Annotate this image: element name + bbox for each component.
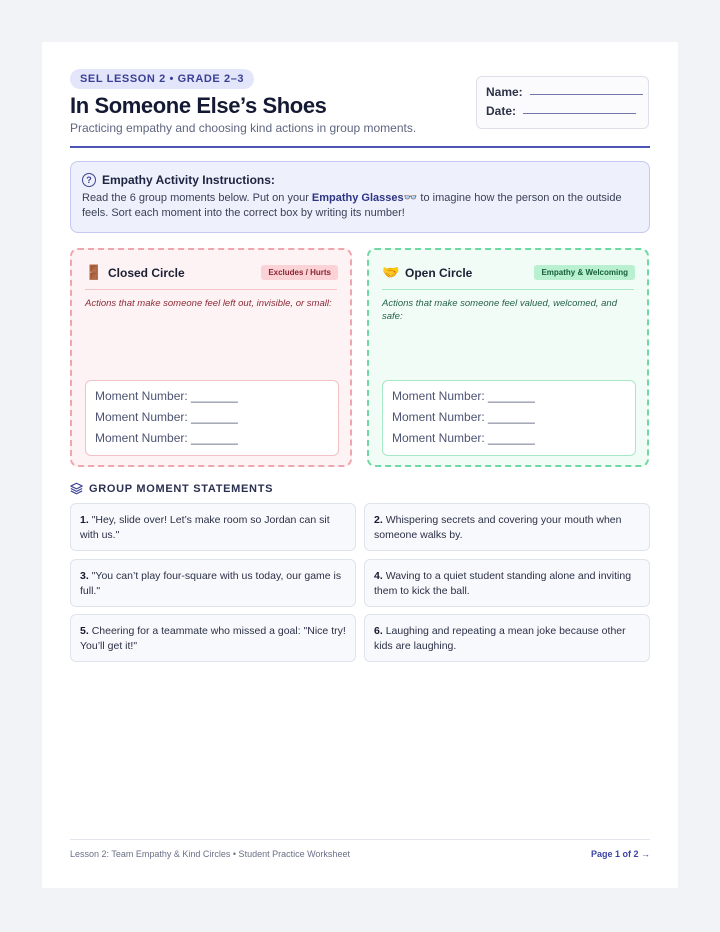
lesson-tag: SEL LESSON 2 • GRADE 2–3 <box>70 69 254 89</box>
closed-circle-box <box>70 248 352 467</box>
closed-circle-header <box>85 264 185 281</box>
instructions-text <box>82 191 642 221</box>
statement-number: 3. <box>80 570 89 582</box>
name-line[interactable] <box>530 94 643 95</box>
page-title: In Someone Else’s Shoes <box>70 93 327 118</box>
statement-card-6 <box>364 614 650 662</box>
open-circle-answer-box <box>382 380 636 456</box>
glasses-icon: 👓 <box>403 192 418 204</box>
statement-text: Cheering for a teammate who missed a goal: "Nice try! You’ll get it!" <box>80 625 346 652</box>
closed-circle-description: Actions that make someone feel left out, invisible, or small: <box>85 298 332 309</box>
page-indicator-link[interactable]: Page 1 of 2 → <box>590 849 650 859</box>
open-circle-box <box>367 248 649 467</box>
statement-text: Waving to a quiet student standing alone and inviting them to kick the ball. <box>374 570 632 597</box>
closed-circle-badge: Excludes / Hurts <box>261 265 338 280</box>
statement-card-4 <box>364 559 650 607</box>
empathy-glasses-highlight: Empathy Glasses <box>311 192 404 204</box>
footer-divider <box>70 839 650 840</box>
open-moment-slot-1[interactable]: Moment Number: _______ <box>392 389 535 403</box>
statement-text: "You can’t play four-square with us today, our game is full." <box>80 570 342 597</box>
page-subtitle: Practicing empathy and choosing kind actions in group moments. <box>70 121 417 135</box>
layers-icon <box>70 482 83 495</box>
footer-lesson-text: Lesson 2: Team Empathy & Kind Circles • Student Practice Worksheet <box>70 849 350 859</box>
open-circle-description: Actions that make someone feel valued, welcomed, and safe: <box>382 298 617 322</box>
header-divider <box>70 146 650 148</box>
closed-moment-slot-1[interactable]: Moment Number: _______ <box>95 389 238 403</box>
question-circle-icon: ? <box>82 173 96 187</box>
statement-number: 1. <box>80 514 89 526</box>
date-label: Date: <box>486 104 517 118</box>
statement-number: 4. <box>374 570 383 582</box>
statement-card-3 <box>70 559 356 607</box>
instructions-header <box>82 173 275 187</box>
handshake-icon: 🤝 <box>382 264 400 280</box>
closed-moment-slot-2[interactable]: Moment Number: _______ <box>95 410 238 424</box>
statement-number: 5. <box>80 625 89 637</box>
closed-circle-divider <box>85 289 337 290</box>
name-date-box <box>476 76 649 129</box>
statement-text: "Hey, slide over! Let’s make room so Jordan can sit with us." <box>80 514 330 541</box>
statements-header <box>70 482 273 495</box>
open-moment-slot-2[interactable]: Moment Number: _______ <box>392 410 535 424</box>
statement-card-5 <box>70 614 356 662</box>
date-line[interactable] <box>523 113 636 114</box>
open-circle-badge: Empathy & Welcoming <box>534 265 635 280</box>
open-circle-title: Open Circle <box>405 265 473 280</box>
instructions-title: Empathy Activity Instructions: <box>102 173 275 187</box>
statement-text: Laughing and repeating a mean joke because other kids are laughing. <box>374 625 626 652</box>
statement-number: 2. <box>374 514 383 526</box>
statement-card-2 <box>364 503 650 551</box>
statement-text: Whispering secrets and covering your mouth when someone walks by. <box>374 514 622 541</box>
closed-circle-title: Closed Circle <box>108 265 185 280</box>
name-label: Name: <box>486 85 523 99</box>
name-row <box>486 85 643 99</box>
door-icon: 🚪 <box>85 264 103 280</box>
instructions-text-end: to imagine how the person on the outside feels. Sort each moment into the correct box by writing its number! <box>82 192 622 219</box>
statements-title: GROUP MOMENT STATEMENTS <box>89 482 274 495</box>
statement-card-1 <box>70 503 356 551</box>
open-circle-header <box>382 264 472 281</box>
worksheet-page <box>42 42 678 888</box>
statement-number: 6. <box>374 625 383 637</box>
open-circle-divider <box>382 289 634 290</box>
closed-moment-slot-3[interactable]: Moment Number: _______ <box>95 431 238 445</box>
open-moment-slot-3[interactable]: Moment Number: _______ <box>392 431 535 445</box>
date-row <box>486 104 636 118</box>
instructions-text-start: Read the 6 group moments below. Put on your <box>82 192 312 204</box>
closed-circle-answer-box <box>85 380 339 456</box>
instructions-box <box>70 161 650 233</box>
